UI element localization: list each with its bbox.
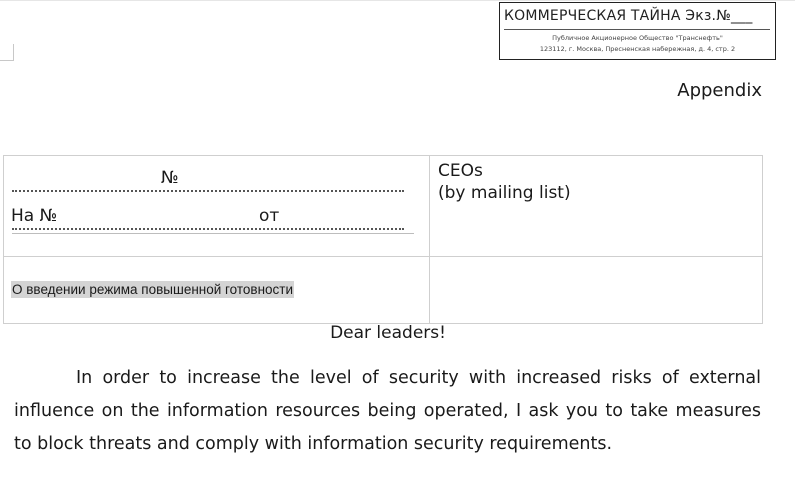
table-column-divider	[429, 156, 430, 323]
page-top-edge	[0, 0, 795, 1]
letter-header-table	[3, 155, 763, 324]
letter-greeting: Dear leaders!	[330, 323, 446, 343]
reference-number-label: На №	[11, 206, 58, 226]
outgoing-number-dotted-line	[12, 190, 404, 192]
stamp-divider	[504, 29, 770, 30]
reference-date-label: от	[259, 206, 280, 226]
confidentiality-stamp	[499, 2, 776, 60]
stamp-address: 123112, г. Москва, Пресненская набережная, д. 4, стр. 2	[539, 45, 736, 53]
page-corner-mark	[0, 44, 14, 61]
letter-subject: О введении режима повышенной готовности	[12, 282, 294, 297]
table-row-divider	[4, 256, 762, 257]
reference-dotted-line	[12, 228, 404, 230]
stamp-organization: Публичное Акционерное Общество "Транснефть"	[552, 34, 723, 42]
recipient-title: CEOs	[438, 161, 483, 181]
letter-body-paragraph: In order to increase the level of security with increased risks of external influence on the information resources being operated, I ask you to take measures to block threats and comply with information security requirements.	[14, 368, 761, 454]
recipient-note: (by mailing list)	[438, 183, 571, 203]
outgoing-number-mark: №	[161, 168, 179, 188]
reference-underline	[12, 233, 414, 234]
stamp-title: КОММЕРЧЕСКАЯ ТАЙНА Экз.№___	[504, 8, 753, 24]
appendix-label: Appendix	[677, 80, 762, 101]
recipient-block	[438, 160, 571, 204]
